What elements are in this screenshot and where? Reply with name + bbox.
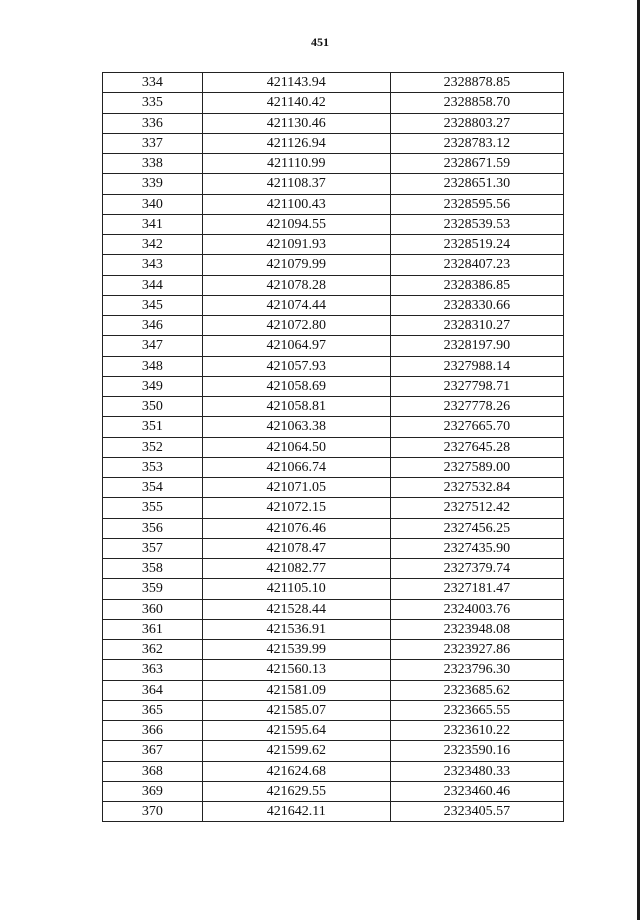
y-coordinate-cell: 2323796.30 xyxy=(390,660,563,680)
x-coordinate-cell: 421076.46 xyxy=(202,518,390,538)
table-row xyxy=(103,275,564,295)
x-coordinate-cell: 421539.99 xyxy=(202,640,390,660)
y-coordinate-cell: 2327798.71 xyxy=(390,376,563,396)
table-row xyxy=(103,397,564,417)
y-coordinate-cell: 2323590.16 xyxy=(390,741,563,761)
x-coordinate-cell: 421581.09 xyxy=(202,680,390,700)
table-row xyxy=(103,356,564,376)
point-number-cell: 338 xyxy=(103,154,203,174)
y-coordinate-cell: 2327379.74 xyxy=(390,559,563,579)
table-body xyxy=(103,73,564,822)
table-row xyxy=(103,721,564,741)
point-number-cell: 358 xyxy=(103,559,203,579)
x-coordinate-cell: 421072.15 xyxy=(202,498,390,518)
y-coordinate-cell: 2328803.27 xyxy=(390,113,563,133)
point-number-cell: 348 xyxy=(103,356,203,376)
point-number-cell: 362 xyxy=(103,640,203,660)
point-number-cell: 347 xyxy=(103,336,203,356)
x-coordinate-cell: 421130.46 xyxy=(202,113,390,133)
table-row xyxy=(103,680,564,700)
table-row xyxy=(103,154,564,174)
point-number-cell: 344 xyxy=(103,275,203,295)
table-row xyxy=(103,579,564,599)
y-coordinate-cell: 2328519.24 xyxy=(390,235,563,255)
x-coordinate-cell: 421078.28 xyxy=(202,275,390,295)
table-row xyxy=(103,93,564,113)
point-number-cell: 364 xyxy=(103,680,203,700)
point-number-cell: 346 xyxy=(103,316,203,336)
y-coordinate-cell: 2328595.56 xyxy=(390,194,563,214)
table-row xyxy=(103,235,564,255)
table-row xyxy=(103,295,564,315)
y-coordinate-cell: 2327778.26 xyxy=(390,397,563,417)
x-coordinate-cell: 421091.93 xyxy=(202,235,390,255)
y-coordinate-cell: 2328407.23 xyxy=(390,255,563,275)
y-coordinate-cell: 2324003.76 xyxy=(390,599,563,619)
table-row xyxy=(103,457,564,477)
point-number-cell: 345 xyxy=(103,295,203,315)
point-number-cell: 354 xyxy=(103,478,203,498)
point-number-cell: 368 xyxy=(103,761,203,781)
table-row xyxy=(103,781,564,801)
y-coordinate-cell: 2327456.25 xyxy=(390,518,563,538)
point-number-cell: 335 xyxy=(103,93,203,113)
table-row xyxy=(103,741,564,761)
y-coordinate-cell: 2327512.42 xyxy=(390,498,563,518)
y-coordinate-cell: 2327988.14 xyxy=(390,356,563,376)
x-coordinate-cell: 421140.42 xyxy=(202,93,390,113)
table-row xyxy=(103,316,564,336)
point-number-cell: 336 xyxy=(103,113,203,133)
point-number-cell: 370 xyxy=(103,802,203,822)
point-number-cell: 361 xyxy=(103,619,203,639)
x-coordinate-cell: 421079.99 xyxy=(202,255,390,275)
x-coordinate-cell: 421560.13 xyxy=(202,660,390,680)
table-row xyxy=(103,478,564,498)
y-coordinate-cell: 2328651.30 xyxy=(390,174,563,194)
x-coordinate-cell: 421105.10 xyxy=(202,579,390,599)
table-row xyxy=(103,660,564,680)
x-coordinate-cell: 421094.55 xyxy=(202,214,390,234)
point-number-cell: 351 xyxy=(103,417,203,437)
table-row xyxy=(103,559,564,579)
x-coordinate-cell: 421082.77 xyxy=(202,559,390,579)
table-row xyxy=(103,113,564,133)
table-row xyxy=(103,133,564,153)
point-number-cell: 367 xyxy=(103,741,203,761)
x-coordinate-cell: 421536.91 xyxy=(202,619,390,639)
point-number-cell: 363 xyxy=(103,660,203,680)
x-coordinate-cell: 421058.69 xyxy=(202,376,390,396)
point-number-cell: 369 xyxy=(103,781,203,801)
point-number-cell: 359 xyxy=(103,579,203,599)
point-number-cell: 342 xyxy=(103,235,203,255)
table-row xyxy=(103,336,564,356)
x-coordinate-cell: 421100.43 xyxy=(202,194,390,214)
x-coordinate-cell: 421072.80 xyxy=(202,316,390,336)
x-coordinate-cell: 421528.44 xyxy=(202,599,390,619)
y-coordinate-cell: 2327181.47 xyxy=(390,579,563,599)
table-row xyxy=(103,700,564,720)
table-row xyxy=(103,194,564,214)
table-row xyxy=(103,640,564,660)
y-coordinate-cell: 2328783.12 xyxy=(390,133,563,153)
x-coordinate-cell: 421064.50 xyxy=(202,437,390,457)
x-coordinate-cell: 421071.05 xyxy=(202,478,390,498)
x-coordinate-cell: 421629.55 xyxy=(202,781,390,801)
y-coordinate-cell: 2328197.90 xyxy=(390,336,563,356)
x-coordinate-cell: 421063.38 xyxy=(202,417,390,437)
point-number-cell: 349 xyxy=(103,376,203,396)
y-coordinate-cell: 2327645.28 xyxy=(390,437,563,457)
point-number-cell: 340 xyxy=(103,194,203,214)
x-coordinate-cell: 421599.62 xyxy=(202,741,390,761)
table-row xyxy=(103,255,564,275)
point-number-cell: 334 xyxy=(103,73,203,93)
point-number-cell: 337 xyxy=(103,133,203,153)
x-coordinate-cell: 421110.99 xyxy=(202,154,390,174)
point-number-cell: 341 xyxy=(103,214,203,234)
table-row xyxy=(103,417,564,437)
y-coordinate-cell: 2323460.46 xyxy=(390,781,563,801)
x-coordinate-cell: 421595.64 xyxy=(202,721,390,741)
table-row xyxy=(103,376,564,396)
y-coordinate-cell: 2323665.55 xyxy=(390,700,563,720)
y-coordinate-cell: 2328858.70 xyxy=(390,93,563,113)
point-number-cell: 339 xyxy=(103,174,203,194)
point-number-cell: 357 xyxy=(103,538,203,558)
y-coordinate-cell: 2328386.85 xyxy=(390,275,563,295)
point-number-cell: 360 xyxy=(103,599,203,619)
x-coordinate-cell: 421642.11 xyxy=(202,802,390,822)
point-number-cell: 350 xyxy=(103,397,203,417)
x-coordinate-cell: 421624.68 xyxy=(202,761,390,781)
x-coordinate-cell: 421126.94 xyxy=(202,133,390,153)
point-number-cell: 366 xyxy=(103,721,203,741)
y-coordinate-cell: 2327532.84 xyxy=(390,478,563,498)
point-number-cell: 352 xyxy=(103,437,203,457)
table-row xyxy=(103,802,564,822)
point-number-cell: 355 xyxy=(103,498,203,518)
y-coordinate-cell: 2328671.59 xyxy=(390,154,563,174)
y-coordinate-cell: 2323927.86 xyxy=(390,640,563,660)
table-row xyxy=(103,498,564,518)
coordinate-table xyxy=(102,72,564,822)
table-row xyxy=(103,538,564,558)
x-coordinate-cell: 421058.81 xyxy=(202,397,390,417)
y-coordinate-cell: 2323948.08 xyxy=(390,619,563,639)
y-coordinate-cell: 2327435.90 xyxy=(390,538,563,558)
x-coordinate-cell: 421585.07 xyxy=(202,700,390,720)
y-coordinate-cell: 2328878.85 xyxy=(390,73,563,93)
point-number-cell: 353 xyxy=(103,457,203,477)
point-number-cell: 343 xyxy=(103,255,203,275)
x-coordinate-cell: 421057.93 xyxy=(202,356,390,376)
y-coordinate-cell: 2327665.70 xyxy=(390,417,563,437)
x-coordinate-cell: 421078.47 xyxy=(202,538,390,558)
y-coordinate-cell: 2327589.00 xyxy=(390,457,563,477)
table-row xyxy=(103,761,564,781)
x-coordinate-cell: 421066.74 xyxy=(202,457,390,477)
y-coordinate-cell: 2323610.22 xyxy=(390,721,563,741)
y-coordinate-cell: 2328310.27 xyxy=(390,316,563,336)
y-coordinate-cell: 2323405.57 xyxy=(390,802,563,822)
x-coordinate-cell: 421064.97 xyxy=(202,336,390,356)
y-coordinate-cell: 2328330.66 xyxy=(390,295,563,315)
table-row xyxy=(103,599,564,619)
x-coordinate-cell: 421143.94 xyxy=(202,73,390,93)
point-number-cell: 365 xyxy=(103,700,203,720)
y-coordinate-cell: 2328539.53 xyxy=(390,214,563,234)
table-row xyxy=(103,73,564,93)
y-coordinate-cell: 2323480.33 xyxy=(390,761,563,781)
y-coordinate-cell: 2323685.62 xyxy=(390,680,563,700)
table-row xyxy=(103,619,564,639)
page-number: 451 xyxy=(311,35,329,49)
table-row xyxy=(103,437,564,457)
x-coordinate-cell: 421108.37 xyxy=(202,174,390,194)
table-row xyxy=(103,518,564,538)
table-row xyxy=(103,214,564,234)
point-number-cell: 356 xyxy=(103,518,203,538)
x-coordinate-cell: 421074.44 xyxy=(202,295,390,315)
table-row xyxy=(103,174,564,194)
